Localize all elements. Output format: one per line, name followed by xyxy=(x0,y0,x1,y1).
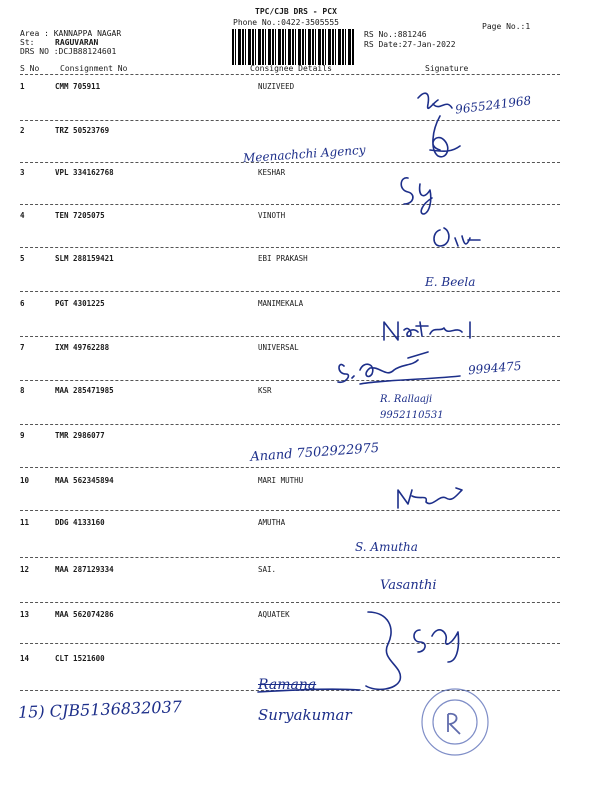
receiver-name: Suryakumar xyxy=(258,706,352,724)
row-consignment-no: DDG 4133160 xyxy=(55,518,105,527)
signature-row-7 xyxy=(338,352,460,384)
staff-prefix: St: xyxy=(20,38,35,47)
row-consignee: UNIVERSAL xyxy=(258,343,299,352)
row-sno: 4 xyxy=(20,211,25,220)
row-sno: 9 xyxy=(20,431,25,440)
row-signature-text: Anand 7502922975 xyxy=(249,440,380,465)
row-consignee: AMUTHA xyxy=(258,518,286,527)
row-consignment-no: TEN 7205075 xyxy=(55,211,105,220)
row-consignee: VINOTH xyxy=(258,211,286,220)
rs-date: RS Date:27-Jan-2022 xyxy=(364,40,456,49)
row-sno: 3 xyxy=(20,168,25,177)
handwritten-reference: 15) CJB5136832037 xyxy=(17,697,183,722)
row-consignee: MANIMEKALA xyxy=(258,299,304,308)
footer-underline xyxy=(258,689,360,692)
row-consignee: NUZIVEED xyxy=(258,82,295,91)
row-consignment-no: PGT 4301225 xyxy=(55,299,105,308)
row-signature-text: E. Beela xyxy=(425,275,476,289)
col-header-consignment: Consignment No xyxy=(60,64,128,73)
phone-number: Phone No.:0422-3505555 xyxy=(233,18,339,27)
row-consignment-no: CLT 1521600 xyxy=(55,654,105,663)
col-header-sno: S No xyxy=(20,64,40,73)
row-sno: 13 xyxy=(20,610,30,619)
row-consignee: SAI. xyxy=(258,565,277,574)
row-consignee: MARI MUTHU xyxy=(258,476,304,485)
signature-row-1 xyxy=(418,93,452,108)
row-consignment-no: MAA 287129334 xyxy=(55,565,114,574)
row-sno: 5 xyxy=(20,254,25,263)
row-sno: 14 xyxy=(20,654,30,663)
struck-name: Ramana xyxy=(258,677,317,693)
signature-row-3 xyxy=(401,178,432,214)
staff-name: RAGUVARAN xyxy=(55,38,99,47)
signature-row-10 xyxy=(398,488,462,508)
row-signature-text: Vasanthi xyxy=(380,578,437,593)
row-signature-text: Meenachchi Agency xyxy=(242,142,366,166)
stamp-icon xyxy=(422,689,488,755)
signature-row-2 xyxy=(430,116,460,157)
row-sno: 7 xyxy=(20,343,25,352)
row-signature-text: S. Amutha xyxy=(355,540,418,554)
rs-number: RS No.:881246 xyxy=(364,30,427,39)
row-signature-text: 9994475 xyxy=(467,358,522,378)
row-consignment-no: CMM 705911 xyxy=(55,82,101,91)
signature-row-6 xyxy=(384,322,470,340)
row-sno: 1 xyxy=(20,82,25,91)
row-consignment-no: MAA 562345894 xyxy=(55,476,114,485)
row-consignment-no: SLM 288159421 xyxy=(55,254,114,263)
row-consignee: KESHAR xyxy=(258,168,286,177)
row-consignment-no: MAA 562074286 xyxy=(55,610,114,619)
row-signature-text: R. Rallaaji 9952110531 xyxy=(380,394,444,421)
report-title: TPC/CJB DRS - PCX xyxy=(255,7,337,16)
row-consignee: AQUATEK xyxy=(258,610,290,619)
row-consignment-no: VPL 334162768 xyxy=(55,168,114,177)
row-consignee: KSR xyxy=(258,386,272,395)
row-sno: 2 xyxy=(20,126,25,135)
col-header-signature: Signature xyxy=(425,64,469,73)
area-label: Area : KANNAPPA NAGAR xyxy=(20,29,122,38)
signature-row-13 xyxy=(366,612,459,689)
drs-number: DRS NO :DCJB88124601 xyxy=(20,47,117,56)
row-consignment-no: MAA 285471985 xyxy=(55,386,114,395)
row-sno: 6 xyxy=(20,299,25,308)
row-consignment-no: TRZ 50523769 xyxy=(55,126,110,135)
page-number: Page No.:1 xyxy=(482,22,531,31)
row-consignment-no: IXM 49762288 xyxy=(55,343,110,352)
signature-row-4 xyxy=(434,228,480,246)
row-consignee: EBI PRAKASH xyxy=(258,254,308,263)
row-sno: 8 xyxy=(20,386,25,395)
row-sno: 12 xyxy=(20,565,30,574)
row-sno: 10 xyxy=(20,476,30,485)
row-sno: 11 xyxy=(20,518,30,527)
row-signature-text: 9655241968 xyxy=(454,93,532,117)
col-header-consignee: Consignee Details xyxy=(250,64,332,73)
row-consignment-no: TMR 2986077 xyxy=(55,431,105,440)
